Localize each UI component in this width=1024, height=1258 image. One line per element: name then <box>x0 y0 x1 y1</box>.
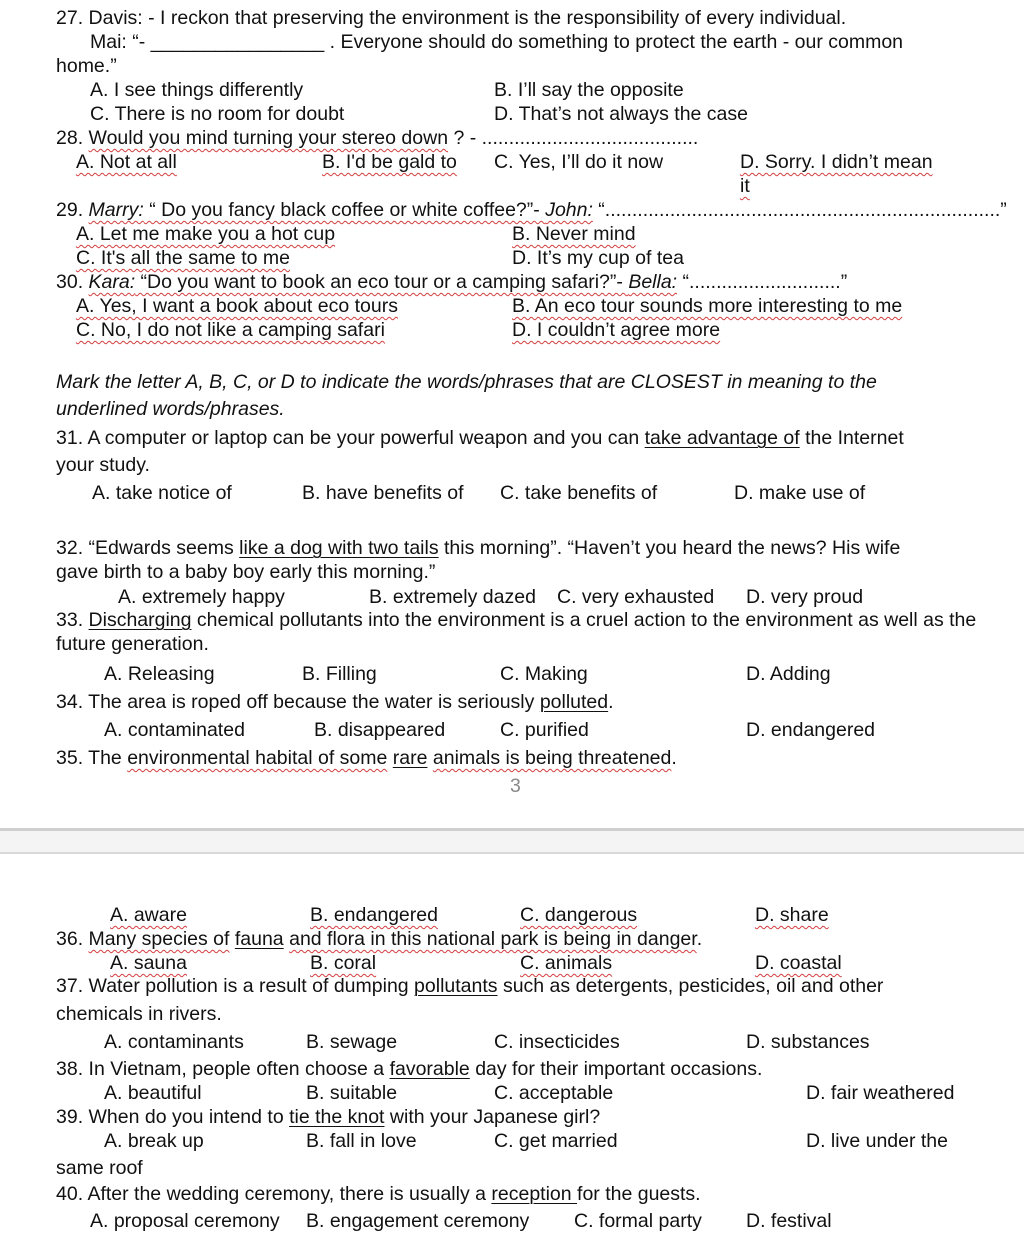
q29-option-d: D. It’s my cup of tea <box>512 247 684 269</box>
q27-blank: ________________ <box>150 31 325 53</box>
q37-stem-end: chemicals in rivers. <box>56 1003 222 1025</box>
q37-post: such as detergents, pesticides, oil and other <box>497 975 884 997</box>
q39-option-d: D. live under the <box>806 1130 948 1152</box>
q37-option-d: D. substances <box>746 1031 870 1053</box>
q40-post: for the guests. <box>577 1183 701 1205</box>
q33-key-phrase: Discharging <box>88 609 192 631</box>
q27-option-b: B. I’ll say the opposite <box>494 79 684 101</box>
page-break-gap <box>0 831 1024 852</box>
q27-mai-cont: . Everyone should do something to protect the earth - our common <box>324 31 904 53</box>
q40-option-c: C. formal party <box>574 1210 702 1232</box>
q34-key-phrase: polluted <box>539 691 609 713</box>
q33-number: 33. <box>56 609 89 631</box>
q31-pre: 31. A computer or laptop can be your powerful weapon and you can <box>56 427 645 449</box>
q36-option-d: D. coastal <box>755 952 842 974</box>
q38-option-c: C. acceptable <box>494 1082 614 1104</box>
q38-pre: 38. In Vietnam, people often choose a <box>56 1058 390 1080</box>
instruction-line-2: underlined words/phrases. <box>56 398 285 420</box>
q31-post: the Internet <box>799 427 904 449</box>
q32-option-d: D. very proud <box>746 586 864 608</box>
q39-stem <box>56 1105 600 1129</box>
q40-option-b: B. engagement ceremony <box>306 1210 530 1232</box>
q32-option-a: A. extremely happy <box>118 586 285 608</box>
q31-key-phrase: take advantage of <box>644 427 800 449</box>
q29-option-b: B. Never mind <box>512 223 636 245</box>
q29-option-a: A. Let me make you a hot cup <box>76 223 336 245</box>
q38-option-d: D. fair weathered <box>806 1082 955 1104</box>
page-break-bottom <box>0 852 1024 854</box>
q27-option-a: A. I see things differently <box>90 79 304 101</box>
q36-option-c: C. animals <box>520 952 613 974</box>
q36-words-2: and flora in this national park is being in danger <box>289 928 697 950</box>
q40-stem <box>56 1182 701 1206</box>
q35-option-c: C. dangerous <box>520 904 638 926</box>
q27-option-c: C. There is no room for doubt <box>90 103 345 125</box>
page-number: 3 <box>510 775 521 797</box>
q30-stem <box>56 270 847 294</box>
q34-post: . <box>608 691 614 713</box>
q40-option-a: A. proposal ceremony <box>90 1210 280 1232</box>
q29-quote: “ Do you fancy black coffee or white coffee?”- <box>143 199 546 221</box>
q34-option-b: B. disappeared <box>314 719 446 741</box>
q27-stem-end: home.” <box>56 55 117 77</box>
q37-option-b: B. sewage <box>306 1031 398 1053</box>
q30-speaker1: Kara: <box>88 271 136 293</box>
q31-stem-end: your study. <box>56 454 150 476</box>
q36-option-a: A. sauna <box>110 952 187 974</box>
q29-speaker2: John: <box>545 199 593 221</box>
q40-pre: 40. After the wedding ceremony, there is usually a <box>56 1183 492 1205</box>
q39-key-phrase: tie the knot <box>289 1106 385 1128</box>
q34-option-c: C. purified <box>500 719 589 741</box>
q28-option-b: B. I'd be gald to <box>322 151 457 173</box>
q35-key-phrase: rare <box>392 747 428 769</box>
q32-key-phrase: like a dog with two tails <box>239 537 439 559</box>
q38-post: day for their important occasions. <box>469 1058 763 1080</box>
q39-option-b: B. fall in love <box>306 1130 417 1152</box>
q39-option-d-cont: same roof <box>56 1157 143 1179</box>
q27-stem: 27. Davis: - I reckon that preserving the environment is the responsibility of every individual. <box>56 7 847 29</box>
q37-stem <box>56 974 883 998</box>
q39-pre: 39. When do you intend to <box>56 1106 290 1128</box>
q28-option-d-cont: it <box>740 175 750 197</box>
q33-option-a: A. Releasing <box>104 663 215 685</box>
q32-option-c: C. very exhausted <box>557 586 715 608</box>
q38-stem <box>56 1057 762 1081</box>
q29-tail: “.........................................................................” <box>592 199 1007 221</box>
q39-option-a: A. break up <box>104 1130 204 1152</box>
q37-option-a: A. contaminants <box>104 1031 244 1053</box>
q32-option-b: B. extremely dazed <box>369 586 536 608</box>
q30-option-a: A. Yes, I want a book about eco tours <box>76 295 398 317</box>
q31-option-c: C. take benefits of <box>500 482 658 504</box>
q35-words-2: animals is being threatened <box>432 747 672 769</box>
q37-pre: 37. Water pollution is a result of dumping <box>56 975 415 997</box>
q30-tail: “............................” <box>677 271 848 293</box>
q30-speaker2: Bella: <box>628 271 678 293</box>
q28-option-a: A. Not at all <box>76 151 177 173</box>
q30-quote: “Do you want to book an eco tour or a camping safari?”- <box>135 271 629 293</box>
q36-stem <box>56 927 702 951</box>
q36-pre: 36. <box>56 928 89 950</box>
q27-option-d: D. That’s not always the case <box>494 103 748 125</box>
q30-option-c: C. No, I do not like a camping safari <box>76 319 385 341</box>
q34-option-a: A. contaminated <box>104 719 245 741</box>
q35-post: . <box>671 747 677 769</box>
q35-words-1: environmental habital of some <box>127 747 388 769</box>
q28-question: Would you mind turning your stereo down <box>88 127 449 149</box>
q30-option-b: B. An eco tour sounds more interesting to me <box>512 295 903 317</box>
q35-option-b: B. endangered <box>310 904 438 926</box>
q28-option-c: C. Yes, I’ll do it now <box>494 151 664 173</box>
q31-option-a: A. take notice of <box>92 482 232 504</box>
q34-stem <box>56 690 614 714</box>
q38-option-a: A. beautiful <box>104 1082 202 1104</box>
q35-option-d: D. share <box>755 904 829 926</box>
q28-stem <box>56 126 698 150</box>
q33-option-d: D. Adding <box>746 663 831 685</box>
q30-number: 30. <box>56 271 89 293</box>
q35-stem <box>56 746 677 770</box>
q32-post: this morning”. “Haven’t you heard the news? His wife <box>438 537 901 559</box>
q31-stem <box>56 426 904 450</box>
q31-option-d: D. make use of <box>734 482 866 504</box>
q37-key-phrase: pollutants <box>414 975 498 997</box>
instruction-line-1: Mark the letter A, B, C, or D to indicate the words/phrases that are CLOSEST in meaning to the <box>56 371 877 393</box>
q28-number: 28. <box>56 127 89 149</box>
q38-option-b: B. suitable <box>306 1082 398 1104</box>
q32-stem-end: gave birth to a baby boy early this morning.” <box>56 561 436 583</box>
q35-pre: 35. The <box>56 747 128 769</box>
q33-post: chemical pollutants into the environment is a cruel action to the environment as well as the <box>191 609 977 631</box>
q36-words-1: Many species of <box>88 928 230 950</box>
q39-post: with your Japanese girl? <box>384 1106 601 1128</box>
q30-option-d: D. I couldn’t agree more <box>512 319 721 341</box>
q36-option-b: B. coral <box>310 952 377 974</box>
q32-pre: 32. “Edwards seems <box>56 537 240 559</box>
q32-stem <box>56 536 900 560</box>
q34-pre: 34. The area is roped off because the water is seriously <box>56 691 540 713</box>
q36-key-phrase: fauna <box>234 928 284 950</box>
q29-speaker1: Marry: <box>88 199 144 221</box>
q38-key-phrase: favorable <box>389 1058 470 1080</box>
q34-option-d: D. endangered <box>746 719 876 741</box>
q29-number: 29. <box>56 199 89 221</box>
q35-option-a: A. aware <box>110 904 187 926</box>
q29-option-c: C. It's all the same to me <box>76 247 290 269</box>
q29-stem <box>56 198 1007 222</box>
q27-dialogue <box>90 30 903 54</box>
q31-option-b: B. have benefits of <box>302 482 464 504</box>
q36-post: . <box>696 928 703 950</box>
q33-option-c: C. Making <box>500 663 588 685</box>
q27-mai: Mai: “- <box>90 31 151 53</box>
q28-option-d: D. Sorry. I didn’t mean <box>740 151 933 173</box>
q33-option-b: B. Filling <box>302 663 377 685</box>
q28-tail: ? - <box>448 127 482 149</box>
q37-option-c: C. insecticides <box>494 1031 620 1053</box>
q33-stem <box>56 608 976 632</box>
q40-key-phrase: reception <box>491 1183 578 1205</box>
q28-dots: ........................................ <box>481 127 699 149</box>
q39-option-c: C. get married <box>494 1130 618 1152</box>
q40-option-d: D. festival <box>746 1210 832 1232</box>
q33-stem-end: future generation. <box>56 633 209 655</box>
